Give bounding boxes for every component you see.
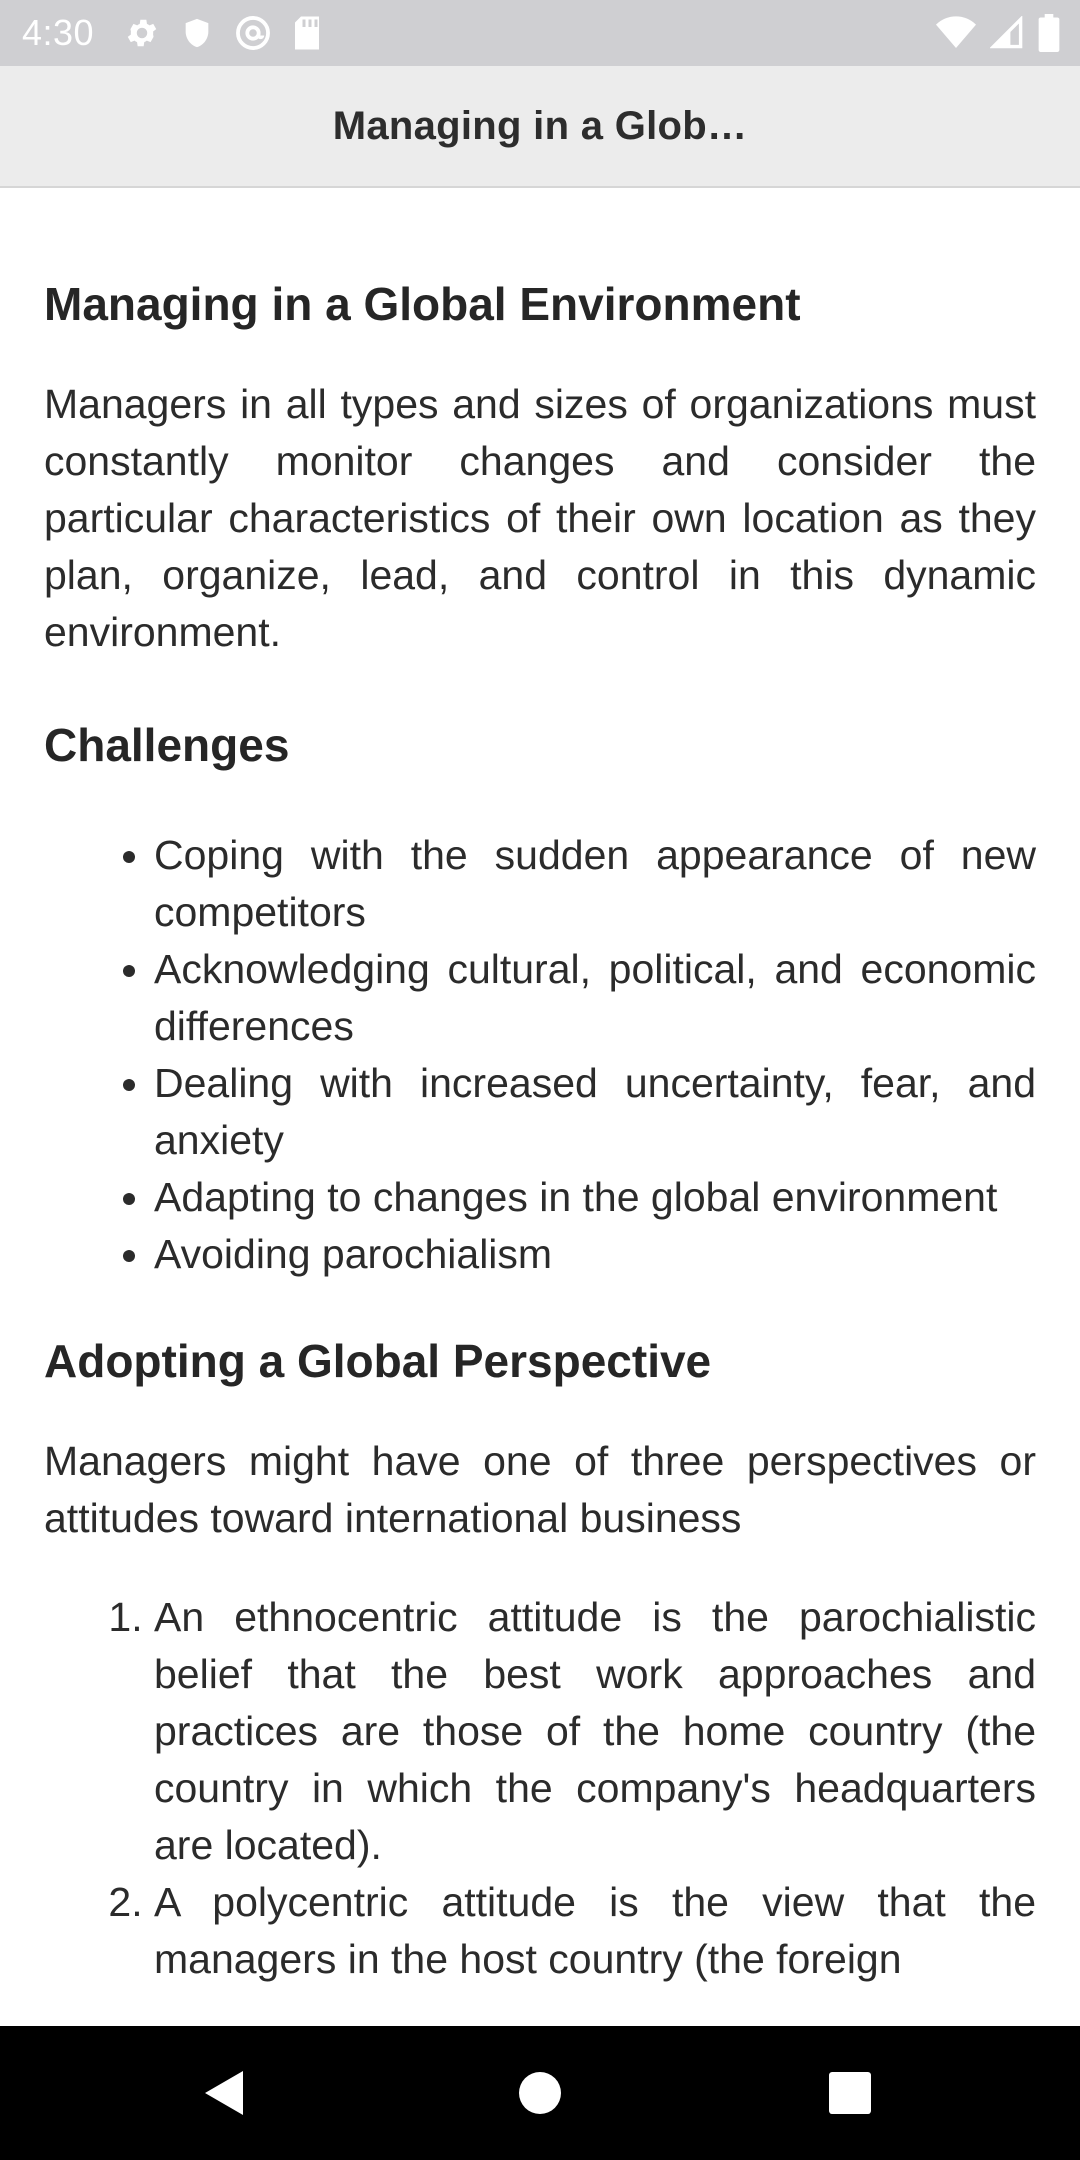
status-system-icons: [936, 14, 1060, 52]
status-notification-icons: [124, 14, 322, 52]
status-time: 4:30: [22, 12, 95, 53]
article-content[interactable]: [0, 188, 1080, 2026]
back-button[interactable]: [165, 2026, 285, 2160]
settings-icon: [124, 15, 160, 51]
wifi-icon: [936, 16, 976, 50]
page-title: Managing in a Glob…: [332, 103, 748, 148]
sd-card-icon: [292, 15, 322, 51]
list-item: • Dealing with increased uncertainty, fear, and anxiety: [154, 1055, 1036, 1169]
section-heading-challenges: Challenges: [44, 719, 290, 771]
section-heading-global-environment: Managing in a Global Environment: [44, 278, 801, 330]
recents-icon: [829, 2072, 871, 2114]
status-bar: [0, 0, 1080, 66]
home-button[interactable]: [480, 2026, 600, 2160]
home-icon: [518, 2071, 562, 2115]
list-item: 1. An ethnocentric attitude is the parochialistic belief that the best work approaches and practices are those of the home country (the country in which the company's headquarters are located).: [154, 1589, 1036, 1874]
list-item: • Acknowledging cultural, political, and economic differences: [154, 941, 1036, 1055]
list-item: • Avoiding parochialism: [154, 1226, 1036, 1283]
list-item: • Coping with the sudden appearance of new competitors: [154, 827, 1036, 941]
list-item: • Adapting to changes in the global environment: [154, 1169, 1036, 1226]
back-icon: [203, 2069, 247, 2117]
battery-icon: [1038, 14, 1060, 52]
cell-signal-icon: [990, 16, 1024, 50]
perspectives-list: [44, 1589, 1036, 1988]
app-bar: [0, 66, 1080, 188]
section-heading-global-perspective: Adopting a Global Perspective: [44, 1335, 712, 1387]
shield-icon: [180, 15, 214, 51]
recents-button[interactable]: [790, 2026, 910, 2160]
perspective-paragraph: Managers might have one of three perspectives or attitudes toward international business: [44, 1438, 1036, 1541]
challenges-list: [44, 827, 1036, 1283]
list-item: 2. A polycentric attitude is the view that the managers in the host country (the foreign: [154, 1874, 1036, 1988]
intro-paragraph: Managers in all types and sizes of organizations must constantly monitor changes and consider the particular characteristics of their own location as they plan, organize, lead, and control in this dynamic environment.: [44, 381, 1036, 655]
at-sign-icon: [234, 14, 272, 52]
navigation-bar: [0, 2026, 1080, 2160]
